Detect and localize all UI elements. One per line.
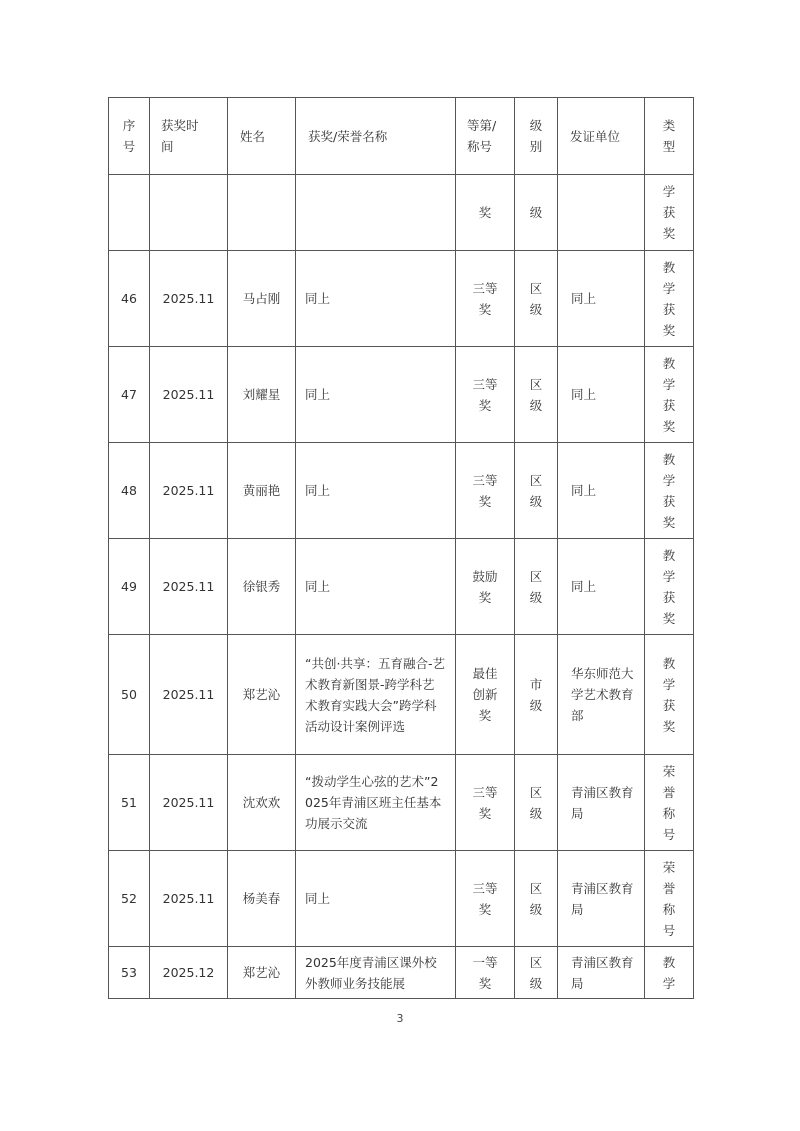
cell-type-text: 荣誉称号: [662, 763, 676, 842]
table-row: [109, 443, 694, 539]
cell-time: [150, 851, 228, 947]
awards-table: [108, 97, 694, 999]
page-number: 3: [396, 1012, 404, 1025]
cell-grade: [456, 539, 515, 635]
cell-type: [645, 635, 694, 755]
cell-issuer-text: 青浦区教育局: [571, 954, 634, 991]
cell-seq: [109, 755, 150, 851]
cell-award: [296, 175, 456, 251]
cell-type: [645, 443, 694, 539]
cell-name: [228, 539, 296, 635]
cell-issuer: [558, 539, 645, 635]
cell-grade-text: 奖: [478, 205, 492, 220]
cell-award: [296, 635, 456, 755]
cell-issuer: [558, 947, 645, 999]
cell-grade-text: 三等奖: [472, 280, 498, 317]
cell-seq: [109, 251, 150, 347]
table-row: [109, 175, 694, 251]
cell-time: [150, 947, 228, 999]
cell-level-text: 区级: [529, 568, 543, 605]
cell-type-text: 教学: [662, 954, 676, 991]
cell-type-text: 教学获奖: [662, 547, 676, 626]
cell-seq: [109, 851, 150, 947]
cell-type-text: 学获奖: [662, 184, 676, 241]
cell-seq-text: 50: [121, 687, 137, 702]
cell-level: [515, 755, 558, 851]
table-row: [109, 755, 694, 851]
cell-level-text: 区级: [529, 280, 543, 317]
cell-seq: [109, 539, 150, 635]
cell-name-text: 黄丽艳: [242, 483, 281, 498]
cell-type: [645, 175, 694, 251]
header-issuer: 发证单位: [558, 98, 645, 175]
cell-issuer: [558, 251, 645, 347]
cell-seq: [109, 347, 150, 443]
cell-award-text: 同上: [305, 579, 331, 594]
cell-type: [645, 755, 694, 851]
cell-level: [515, 947, 558, 999]
cell-name: [228, 851, 296, 947]
cell-time: [150, 251, 228, 347]
cell-level-text: 市级: [529, 676, 543, 713]
cell-issuer-text: 华东师范大学艺术教育部: [571, 666, 634, 723]
cell-seq: [109, 635, 150, 755]
cell-time-text: 2025.11: [162, 387, 215, 402]
table-row: [109, 251, 694, 347]
cell-time-text: 2025.11: [162, 687, 215, 702]
cell-type: [645, 251, 694, 347]
cell-seq-text: 48: [121, 483, 137, 498]
cell-grade: [456, 851, 515, 947]
cell-grade: [456, 755, 515, 851]
header-level: 级别: [515, 98, 558, 175]
cell-level-text: 区级: [529, 954, 543, 991]
cell-grade-text: 最佳创新奖: [472, 666, 498, 723]
cell-seq-text: 49: [121, 579, 137, 594]
cell-award-text: 同上: [305, 387, 331, 402]
cell-issuer-text: 同上: [571, 387, 597, 402]
cell-time: [150, 635, 228, 755]
cell-time-text: 2025.12: [162, 965, 215, 980]
cell-award: [296, 755, 456, 851]
cell-time: [150, 755, 228, 851]
cell-award-text: 同上: [305, 891, 331, 906]
cell-type: [645, 947, 694, 999]
cell-grade-text: 三等奖: [472, 472, 498, 509]
cell-issuer: [558, 851, 645, 947]
cell-time: [150, 175, 228, 251]
cell-award-text: 2025年度青浦区课外校外教师业务技能展: [305, 954, 437, 991]
cell-grade: [456, 251, 515, 347]
header-row: [109, 98, 694, 175]
cell-seq-text: 51: [121, 795, 137, 810]
table-row: [109, 539, 694, 635]
cell-name-text: 杨美春: [242, 891, 281, 906]
cell-award: [296, 347, 456, 443]
table-row: [109, 947, 694, 999]
cell-award: [296, 851, 456, 947]
cell-type-text: 教学获奖: [662, 451, 676, 530]
cell-time: [150, 443, 228, 539]
cell-name-text: 刘耀星: [242, 387, 281, 402]
header-time: 获奖时间: [150, 98, 228, 175]
cell-time-text: 2025.11: [162, 891, 215, 906]
cell-time-text: 2025.11: [162, 795, 215, 810]
cell-issuer: [558, 347, 645, 443]
cell-name-text: 郑艺沁: [242, 965, 281, 980]
cell-award-text: “拨动学生心弦的艺术”2025年青浦区班主任基本功展示交流: [305, 774, 442, 831]
cell-grade: [456, 947, 515, 999]
cell-type: [645, 347, 694, 443]
cell-grade: [456, 635, 515, 755]
cell-level-text: 区级: [529, 880, 543, 917]
header-type: 类型: [645, 98, 694, 175]
cell-issuer: [558, 443, 645, 539]
cell-grade: [456, 347, 515, 443]
cell-award: [296, 251, 456, 347]
cell-level: [515, 347, 558, 443]
cell-name: [228, 755, 296, 851]
cell-name: [228, 175, 296, 251]
cell-grade-text: 三等奖: [472, 784, 498, 821]
cell-award: [296, 443, 456, 539]
cell-seq: [109, 175, 150, 251]
cell-time: [150, 539, 228, 635]
cell-level-text: 区级: [529, 784, 543, 821]
cell-grade-text: 三等奖: [472, 880, 498, 917]
cell-type-text: 教学获奖: [662, 355, 676, 434]
cell-seq-text: 46: [121, 291, 137, 306]
cell-level: [515, 175, 558, 251]
cell-award-text: 同上: [305, 483, 331, 498]
cell-level-text: 区级: [529, 376, 543, 413]
cell-type: [645, 539, 694, 635]
cell-issuer-text: 同上: [571, 291, 597, 306]
cell-level: [515, 635, 558, 755]
cell-time-text: 2025.11: [162, 579, 215, 594]
cell-name-text: 郑艺沁: [242, 687, 281, 702]
cell-type: [645, 851, 694, 947]
cell-grade: [456, 443, 515, 539]
cell-issuer: [558, 755, 645, 851]
header-seq: 序号: [109, 98, 150, 175]
cell-level-text: 级: [529, 205, 543, 220]
header-name: 姓名: [228, 98, 296, 175]
cell-name-text: 马占刚: [242, 291, 281, 306]
cell-issuer-text: 同上: [571, 579, 597, 594]
cell-type-text: 教学获奖: [662, 259, 676, 338]
cell-grade-text: 鼓励奖: [472, 568, 498, 605]
cell-seq: [109, 947, 150, 999]
cell-time-text: 2025.11: [162, 483, 215, 498]
cell-award-text: “共创·共享：五育融合-艺术教育新图景-跨学科艺术教育实践大会”跨学科活动设计案例评选: [305, 655, 445, 734]
cell-level: [515, 251, 558, 347]
cell-seq-text: 53: [121, 965, 137, 980]
cell-grade-text: 一等奖: [472, 954, 498, 991]
cell-award: [296, 539, 456, 635]
cell-time: [150, 347, 228, 443]
cell-issuer-text: 同上: [571, 483, 597, 498]
cell-grade: [456, 175, 515, 251]
cell-name: [228, 347, 296, 443]
cell-issuer: [558, 635, 645, 755]
cell-name: [228, 251, 296, 347]
cell-type-text: 教学获奖: [662, 655, 676, 734]
header-grade: 等第/称号: [456, 98, 515, 175]
cell-issuer-text: 青浦区教育局: [571, 880, 634, 917]
table-row: [109, 851, 694, 947]
cell-grade-text: 三等奖: [472, 376, 498, 413]
cell-level: [515, 851, 558, 947]
cell-seq-text: 52: [121, 891, 137, 906]
cell-issuer: [558, 175, 645, 251]
header-award: 获奖/荣誉名称: [296, 98, 456, 175]
cell-type-text: 荣誉称号: [662, 859, 676, 938]
cell-seq-text: 47: [121, 387, 137, 402]
cell-name-text: 沈欢欢: [242, 795, 281, 810]
cell-award-text: 同上: [305, 291, 331, 306]
cell-award: [296, 947, 456, 999]
table-row: [109, 635, 694, 755]
table-row: [109, 347, 694, 443]
cell-level: [515, 539, 558, 635]
cell-level-text: 区级: [529, 472, 543, 509]
cell-issuer-text: 青浦区教育局: [571, 784, 634, 821]
cell-name: [228, 947, 296, 999]
cell-time-text: 2025.11: [162, 291, 215, 306]
cell-name-text: 徐银秀: [242, 579, 281, 594]
cell-level: [515, 443, 558, 539]
cell-seq: [109, 443, 150, 539]
cell-name: [228, 635, 296, 755]
cell-name: [228, 443, 296, 539]
